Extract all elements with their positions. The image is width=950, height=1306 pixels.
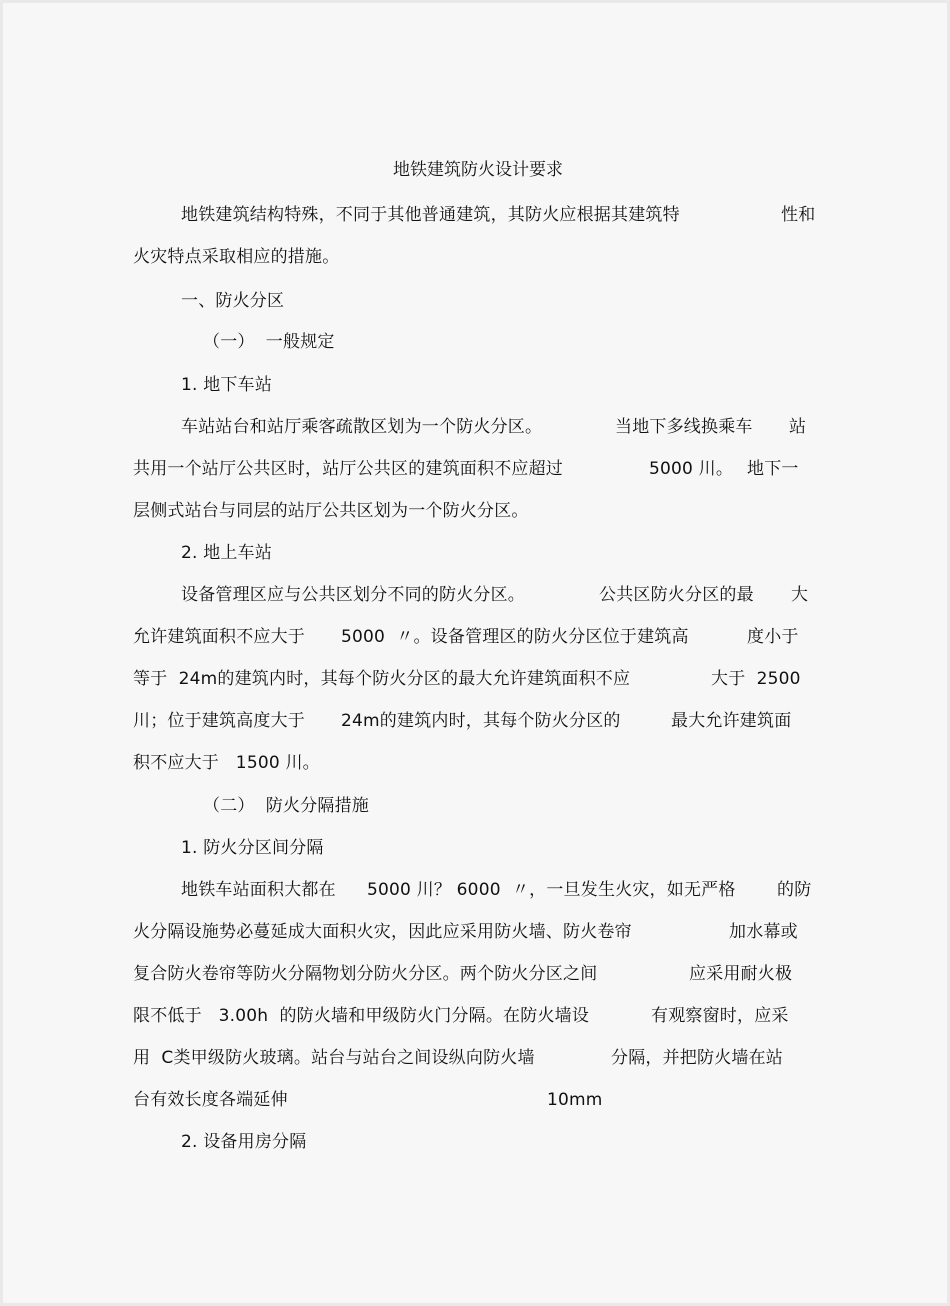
paragraph-line <box>133 1088 823 1112</box>
text-segment: 层侧式站台与同层的站厅公共区划为一个防火分区。 <box>133 501 529 521</box>
text-segment: 最大允许建筑面 <box>671 711 792 731</box>
text-segment: 公共区防火分区的最 <box>599 585 754 605</box>
text-segment: 24m的建筑内时，其每个防火分区的 <box>341 711 621 731</box>
text-segment: 台有效长度各端延伸 <box>133 1090 288 1110</box>
text-segment: 10mm <box>547 1090 603 1110</box>
text-segment: 车站站台和站厅乘客疏散区划为一个防火分区。 <box>181 417 543 437</box>
text-segment: 有观察窗时，应采 <box>651 1006 789 1026</box>
text-segment: 地下一 <box>747 459 799 479</box>
text-segment: 限不低于 3.00h 的防火墙和甲级防火门分隔。在防火墙设 <box>133 1006 590 1026</box>
document-page <box>3 3 947 1303</box>
paragraph-line <box>133 625 823 649</box>
text-segment: 度小于 <box>747 627 799 647</box>
text-segment: 加水幕或 <box>729 922 798 942</box>
text-segment: 地铁建筑结构特殊，不同于其他普通建筑，其防火应根据其建筑特 <box>181 205 680 225</box>
paragraph-line <box>133 1046 823 1070</box>
paragraph-line <box>181 583 823 607</box>
text-segment: 允许建筑面积不应大于 <box>133 627 305 647</box>
text-segment: 的防 <box>777 880 812 900</box>
text-segment: 等于 24m的建筑内时，其每个防火分区的最大允许建筑面积不应 <box>133 669 631 689</box>
text-segment: 积不应大于 1500 川。 <box>133 753 320 773</box>
item-heading: 1. 地下车站 <box>181 375 273 395</box>
item-heading: 2. 设备用房分隔 <box>181 1132 307 1152</box>
subsection-heading: （二） 防火分隔措施 <box>203 796 370 816</box>
text-segment: 应采用耐火极 <box>689 964 793 984</box>
paragraph-line <box>181 415 823 439</box>
subsection-heading: （一） 一般规定 <box>203 332 335 352</box>
text-segment: 大于 2500 <box>711 669 801 689</box>
text-segment: 5000 〃。设备管理区的防火分区位于建筑高 <box>341 627 689 647</box>
text-segment: 复合防火卷帘等防火分隔物划分防火分区。两个防火分区之间 <box>133 964 598 984</box>
text-segment: 地铁车站面积大都在 <box>181 880 336 900</box>
paragraph-line <box>133 709 823 733</box>
section-heading: 一、防火分区 <box>181 291 285 311</box>
paragraph-line <box>133 920 823 944</box>
paragraph-line <box>133 499 823 523</box>
text-segment: 分隔，并把防火墙在站 <box>611 1048 783 1068</box>
text-segment: 川；位于建筑高度大于 <box>133 711 305 731</box>
text-segment: 共用一个站厅公共区时，站厅公共区的建筑面积不应超过 <box>133 459 563 479</box>
item-heading: 2. 地上车站 <box>181 543 273 563</box>
paragraph-line <box>181 203 823 227</box>
text-segment: 火灾特点采取相应的措施。 <box>133 247 340 267</box>
paragraph-line <box>181 878 823 902</box>
document-title: 地铁建筑防火设计要求 <box>393 160 563 180</box>
text-segment: 火分隔设施势必蔓延成大面积火灾，因此应采用防火墙、防火卷帘 <box>133 922 632 942</box>
text-segment: 5000 川？ 6000 〃，一旦发生火灾，如无严格 <box>367 880 736 900</box>
text-segment: 站 <box>789 417 807 437</box>
text-segment: 当地下多线换乘车 <box>615 417 753 437</box>
text-segment: 设备管理区应与公共区划分不同的防火分区。 <box>181 585 525 605</box>
text-segment: 用 C类甲级防火玻璃。站台与站台之间设纵向防火墙 <box>133 1048 535 1068</box>
paragraph-line <box>133 751 823 775</box>
paragraph-line <box>133 962 823 986</box>
item-heading: 1. 防火分区间分隔 <box>181 838 324 858</box>
paragraph-line <box>133 245 823 269</box>
text-segment: 性和 <box>781 205 816 225</box>
text-segment: 大 <box>791 585 809 605</box>
text-segment: 5000 川。 <box>649 459 734 479</box>
paragraph-line <box>133 1004 823 1028</box>
paragraph-line <box>133 457 823 481</box>
paragraph-line <box>133 667 823 691</box>
